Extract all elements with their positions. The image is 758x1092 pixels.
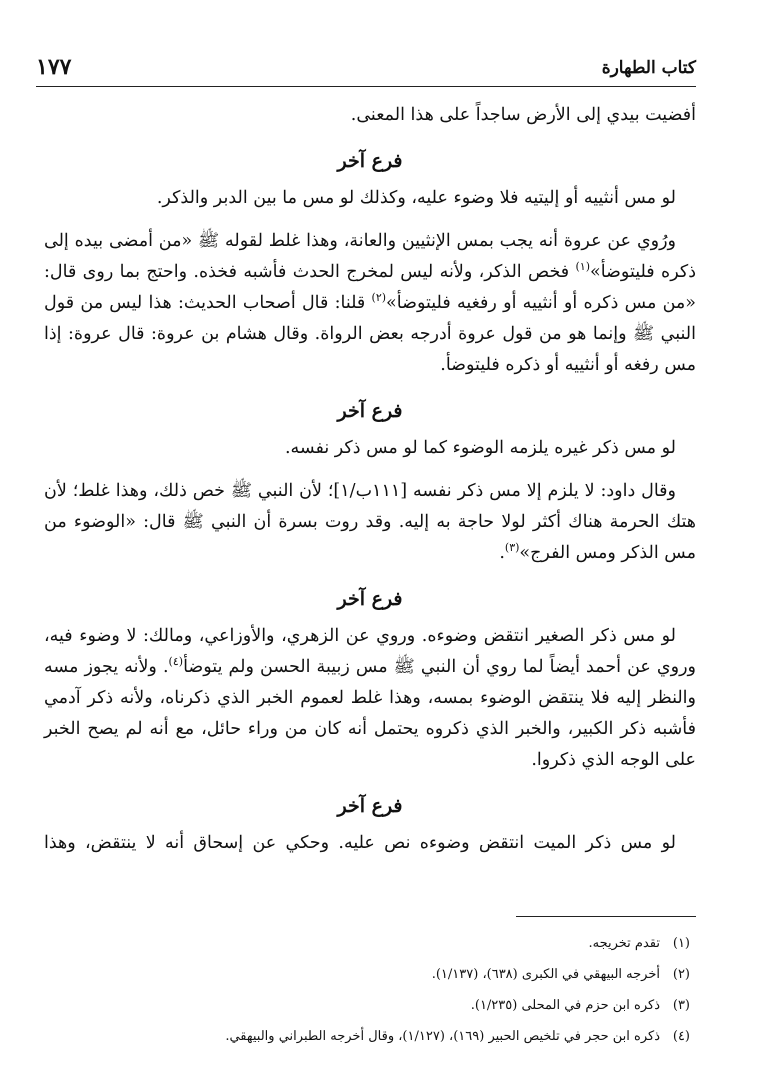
footnote-ref: (٢): [371, 291, 387, 305]
intro-line: أفضيت بيدي إلى الأرض ساجداً على هذا المعنى.: [350, 105, 696, 125]
paragraph: لو مس ذكر الصغير انتقض وضوءه. وروي عن الزهري، والأوزاعي، ومالك: لا وضوء فيه، وروي عن أحمد أيضاً لما روي أن النبي ﷺ مس زبيبة الحسن ولم يتوضأ$^{(٤)}$. ولأنه يجوز مسه والنظر إليه فلا ينتقض الوضوء بمسه، وهذا غلط لعموم الخبر الذي ذكرناه، ولأنه ذكر آدمي فأشبه ذكر الكبير، والخبر الذي ذكروه يحتمل أنه كان من وراء حائل، مع أنه لم يصح الخبر على الوجه الذي ذكروا.: [44, 626, 696, 770]
footnote: (٢)أخرجه البيهقي في الكبرى (٦٣٨)، (١/١٣٧).: [431, 967, 690, 982]
footnote-ref: (٤): [168, 655, 184, 669]
footnote-divider: [516, 916, 696, 917]
page-header: [36, 52, 696, 87]
paragraph: ورُوي عن عروة أنه يجب بمس الإنثيين والعانة، وهذا غلط لقوله ﷺ «من أمضى بيده إلى ذكره فليتوضأ»$^{(١)}$ فخص الذكر، ولأنه ليس لمخرج الحدث فأشبه فخذه. واحتج بما روى قال: «من مس ذكره أو أنثييه أو رفغيه فليتوضأ»$^{(٢)}$ قلنا: قال أصحاب الحديث: هذا ليس من قول النبي ﷺ وإنما هو من قول عروة أدرجه بعض الرواة. وقال هشام بن عروة: قال عروة: إذا مس رفغه أو أنثييه أو ذكره فليتوضأ.: [44, 231, 696, 375]
paragraph: لو مس أنثييه أو إليتيه فلا وضوء عليه، وكذلك لو مس ما بين الدبر والذكر.: [156, 188, 676, 208]
footnote: (١)تقدم تخريجه.: [588, 936, 690, 951]
section-title: فرع آخر: [337, 795, 403, 817]
footnote: (٤)ذكره ابن حجر في تلخيص الحبير (١٦٩)، (١/١٢٧)، وقال أخرجه الطبراني والبيهقي.: [225, 1029, 690, 1044]
section-title: فرع آخر: [337, 400, 403, 422]
section-title: فرع آخر: [337, 588, 403, 610]
footnote: (٣)ذكره ابن حزم في المحلى (١/٢٣٥).: [470, 998, 690, 1013]
section-title: فرع آخر: [337, 150, 403, 172]
page-number: ١٧٧: [36, 54, 72, 80]
footnotes: [60, 928, 690, 1052]
main-text: [44, 100, 696, 859]
footnote-ref: (٣): [504, 541, 520, 555]
paragraph: لو مس ذكر الميت انتقض وضوءه نص عليه. وحكي عن إسحاق أنه لا ينتقض، وهذا: [44, 833, 676, 853]
running-title: كتاب الطهارة: [601, 58, 696, 78]
paragraph: لو مس ذكر غيره يلزمه الوضوء كما لو مس ذكر نفسه.: [284, 438, 676, 458]
footnote-ref: (١): [575, 260, 591, 274]
paragraph: وقال داود: لا يلزم إلا مس ذكر نفسه [١١١ب/١]؛ لأن النبي ﷺ خص ذلك، وهذا غلط؛ لأن هتك الحرمة هناك أكثر لولا حاجة به إليه. وقد روت بسرة أن النبي ﷺ قال: «الوضوء من مس الذكر ومس الفرج»$^{(٣)}$.: [44, 481, 696, 563]
